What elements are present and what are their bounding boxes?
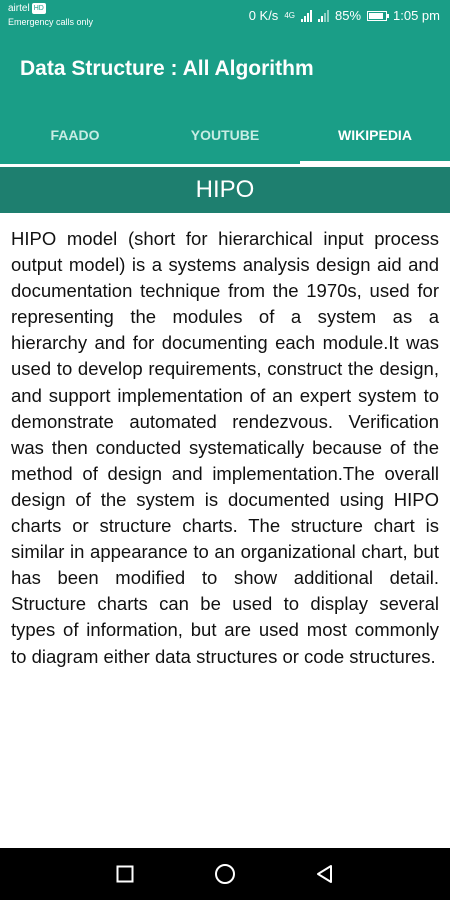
status-bar xyxy=(0,0,450,34)
article-body: HIPO model (short for hierarchical input process output model) is a systems analysis design aid and documentation technique from the 1970s, used for representing the modules of a system as a hierarchy and for documenting each module.It was used to develop requirements, construct the design, and support implementation of an expert system to demonstrate automated rendezvous. Verification was then conducted systematically because of the method of design and implementation.The overall design of the system is documented using HIPO charts or structure charts. The structure chart is similar in appearance to an organizational chart, but has been modified to show additional detail. Structure charts can be used to display several types of information, but are used most commonly to diagram either data structures or code structures. xyxy=(11,228,439,667)
battery-percent: 85% xyxy=(334,8,362,23)
emergency-calls-text: Emergency calls only xyxy=(8,17,94,27)
network-type: 4G xyxy=(284,11,295,20)
recent-apps-button[interactable] xyxy=(110,859,140,889)
signal-icon xyxy=(301,10,312,22)
app-bar xyxy=(0,34,450,106)
tab-bar xyxy=(0,106,450,164)
carrier-name xyxy=(8,3,46,14)
signal-icon-2 xyxy=(318,10,329,22)
article-title: HIPO xyxy=(0,167,450,213)
square-icon xyxy=(116,865,134,883)
tab-wikipedia[interactable]: WIKIPEDIA xyxy=(300,106,450,164)
back-button[interactable] xyxy=(310,859,340,889)
tab-faado[interactable]: FAADO xyxy=(50,127,100,143)
network-speed: 0 K/s xyxy=(248,8,279,23)
circle-icon xyxy=(214,863,236,885)
system-nav-bar xyxy=(0,848,450,900)
home-button[interactable] xyxy=(210,859,240,889)
battery-icon xyxy=(367,11,387,21)
tab-youtube[interactable]: YOUTUBE xyxy=(190,127,260,143)
carrier-label: airtel xyxy=(8,3,30,14)
battery-fill xyxy=(369,13,383,19)
triangle-back-icon xyxy=(315,864,335,884)
status-indicators xyxy=(249,8,440,24)
app-title: Data Structure : All Algorithm xyxy=(20,57,314,80)
network-badge: HD xyxy=(33,5,44,12)
clock: 1:05 pm xyxy=(393,8,440,23)
